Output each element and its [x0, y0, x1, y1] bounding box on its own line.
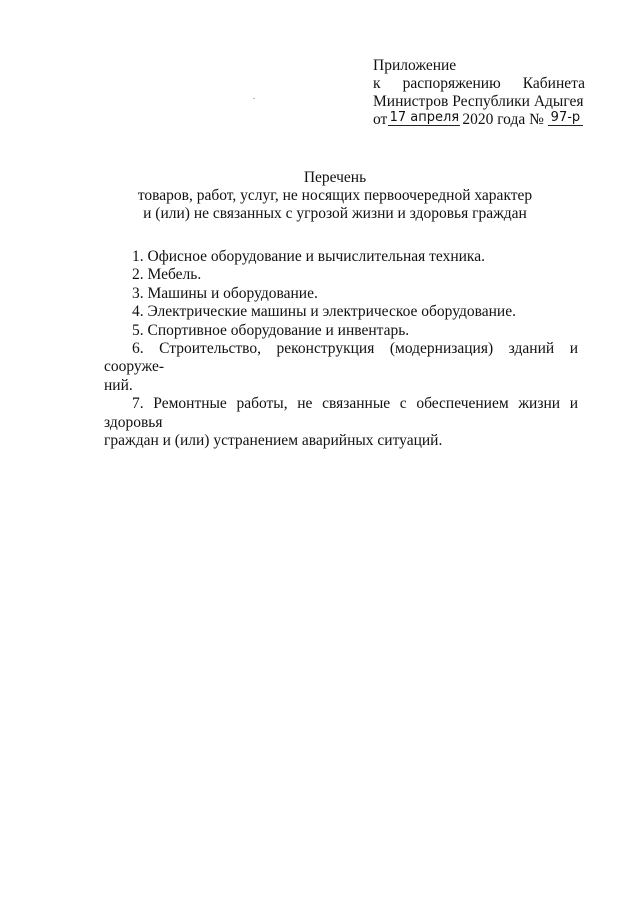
list-item: 2. Мебель. [132, 266, 202, 284]
date-field [388, 111, 460, 126]
title-heading: Перечень [303, 169, 367, 186]
list-item: 4. Электрические машины и электрическое оборудование. [132, 303, 516, 321]
list-item: 3. Машины и оборудование. [132, 284, 318, 302]
items-list [104, 248, 578, 450]
appendix-header [373, 57, 585, 129]
list-item: 1. Офисное оборудование и вычислительная техника. [132, 248, 485, 265]
document-title [100, 169, 570, 223]
title-line-1: товаров, работ, услуг, не носящих первоочередной характер [137, 187, 533, 204]
header-word-cabinet: Кабинета [522, 75, 585, 92]
year-text: 2020 года № [462, 111, 544, 128]
list-item-continuation: граждан и (или) устранением аварийных ситуаций. [104, 432, 443, 450]
list-item-continuation: ний. [104, 376, 133, 394]
list-item: 6. Строительство, реконструкция (модернизация) зданий и сооруже- [104, 340, 578, 376]
header-word-k: к [373, 75, 381, 92]
date-handwritten: 17 апреля [389, 110, 460, 125]
list-item: 7. Ремонтные работы, не связанные с обеспечением жизни и здоровья [104, 395, 578, 431]
list-item: 5. Спортивное оборудование и инвентарь. [132, 321, 410, 339]
header-line-ministers: Министров Республики Адыгея [373, 93, 584, 110]
header-line-order [373, 75, 585, 93]
scan-speck [253, 98, 255, 99]
date-prefix: от [373, 111, 388, 128]
header-word-order: распоряжению [402, 75, 501, 92]
title-line-2: и (или) не связанных с угрозой жизни и здоровья граждан [143, 205, 527, 222]
number-field [548, 111, 583, 126]
header-line-appendix: Приложение [373, 57, 457, 74]
header-line-date [373, 111, 585, 129]
number-handwritten: 97-р [550, 110, 581, 125]
